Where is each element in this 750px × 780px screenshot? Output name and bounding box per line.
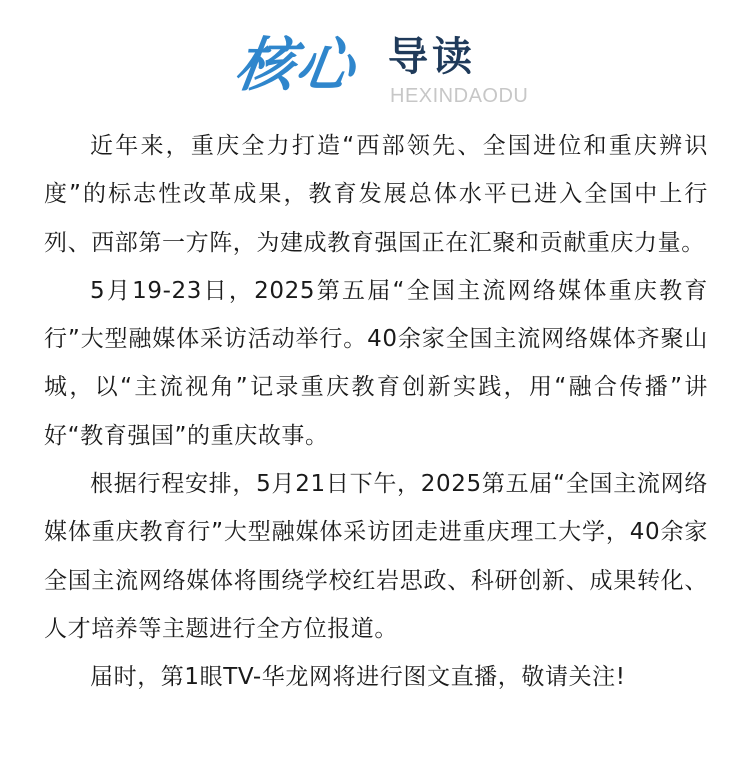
brush-logo: 核心 [231, 31, 361, 99]
article-body [44, 122, 708, 702]
paragraph-2: 5月19-23日，2025第五届“全国主流网络媒体重庆教育行”大型融媒体采访活动举行。40余家全国主流网络媒体齐聚山城，以“主流视角”记录重庆教育创新实践，用“融合传播”讲好“教育强国”的重庆故事。 [44, 277, 708, 449]
paragraph-1: 近年来，重庆全力打造“西部领先、全国进位和重庆辨识度”的标志性改革成果，教育发展总体水平已进入全国中上行列、西部第一方阵，为建成教育强国正在汇聚和贡献重庆力量。 [44, 133, 708, 256]
section-header [0, 0, 750, 118]
section-pinyin: HEXINDAODU [390, 85, 529, 107]
paragraph-3: 根据行程安排，5月21日下午，2025第五届“全国主流网络媒体重庆教育行”大型融媒体采访团走进重庆理工大学，40余家全国主流网络媒体将围绕学校红岩思政、科研创新、成果转化、人才培养等主题进行全方位报道。 [44, 471, 708, 642]
paragraph-4: 届时，第1眼TV-华龙网将进行图文直播，敬请关注! [90, 664, 626, 691]
section-title: 导读 [388, 34, 476, 80]
